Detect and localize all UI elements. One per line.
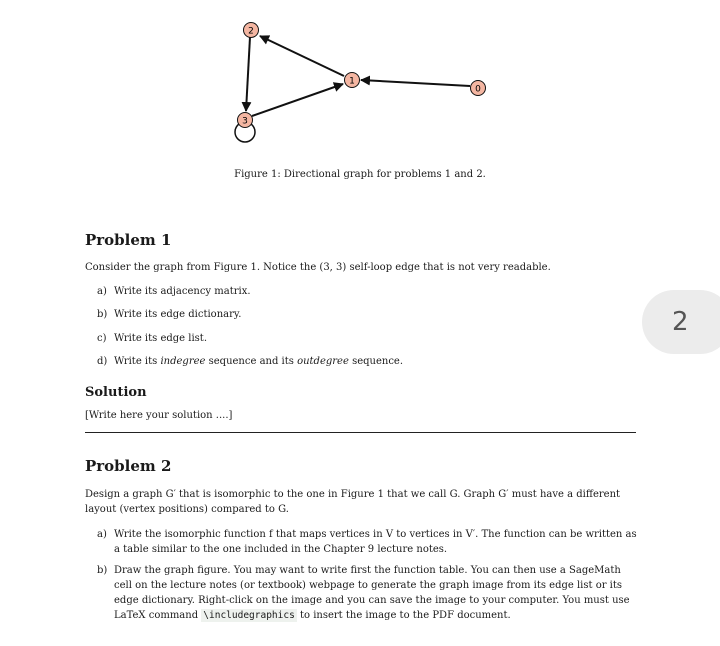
figure-caption: Figure 1: Directional graph for problems 1 and 2. bbox=[234, 169, 486, 180]
item-label: b) bbox=[97, 565, 108, 576]
item-label: d) bbox=[97, 356, 108, 367]
page-number-badge bbox=[642, 290, 720, 354]
list-item bbox=[97, 307, 637, 322]
list-item bbox=[97, 354, 637, 369]
graph-figure bbox=[0, 0, 720, 170]
edge-2-3 bbox=[246, 37, 250, 111]
edge-1-2 bbox=[260, 36, 344, 76]
problem-1-intro: Consider the graph from Figure 1. Notice the (3, 3) self-loop edge that is not very readable. bbox=[85, 262, 551, 273]
item-text: Write the isomorphic function f that maps vertices in V to vertices in V′. The function can be written as a table similar to the one included in the Chapter 9 lecture notes. bbox=[114, 529, 637, 555]
item-label: a) bbox=[97, 529, 107, 540]
list-item bbox=[97, 284, 637, 299]
list-item bbox=[97, 527, 637, 557]
page-number: 2 bbox=[672, 307, 689, 337]
item-label: a) bbox=[97, 286, 107, 297]
item-label: c) bbox=[97, 333, 107, 344]
item-text bbox=[114, 563, 637, 623]
latex-command: \includegraphics bbox=[203, 610, 295, 621]
node-0 bbox=[471, 81, 486, 96]
item-text-pre: Draw the graph figure. You may want to write first the function table. You can then use a SageMath cell on the lecture notes (or textbook) webpage to generate the graph image from its edge list or its edge dictionary. Right-click on the image and you can save the image to your computer. You must use LaTeX command bbox=[114, 565, 630, 621]
item-label: b) bbox=[97, 309, 108, 320]
list-item bbox=[97, 563, 637, 623]
solution-title: Solution bbox=[85, 385, 147, 400]
solution-placeholder: [Write here your solution ....] bbox=[85, 410, 233, 421]
problem-2-title: Problem 2 bbox=[85, 457, 172, 475]
list-item bbox=[97, 331, 637, 346]
item-text: Write its edge list. bbox=[114, 333, 207, 344]
edge-0-1 bbox=[361, 80, 470, 86]
node-label: 1 bbox=[349, 76, 355, 87]
node-3 bbox=[238, 113, 253, 128]
problem-1-title: Problem 1 bbox=[85, 231, 172, 249]
problem-2-intro: Design a graph G′ that is isomorphic to the one in Figure 1 that we call G. Graph G′ must have a different layout (vertex positions) compared to G. bbox=[85, 489, 621, 515]
item-text: Write its adjacency matrix. bbox=[114, 286, 251, 297]
node-label: 3 bbox=[242, 116, 248, 127]
item-text-pre: Write its bbox=[114, 356, 161, 367]
item-text-post: to insert the image to the PDF document. bbox=[296, 610, 511, 621]
node-label: 0 bbox=[475, 84, 481, 95]
item-text-mid: sequence and its bbox=[205, 356, 298, 367]
node-2 bbox=[244, 23, 259, 38]
node-1 bbox=[345, 73, 360, 88]
section-divider bbox=[85, 432, 636, 433]
edge-3-1 bbox=[252, 84, 343, 116]
item-text-outdegree: outdegree bbox=[297, 356, 349, 367]
item-text: Write its edge dictionary. bbox=[114, 309, 242, 320]
item-text-indegree: indegree bbox=[160, 356, 206, 367]
item-text-post: sequence. bbox=[348, 356, 404, 367]
node-label: 2 bbox=[248, 26, 254, 37]
